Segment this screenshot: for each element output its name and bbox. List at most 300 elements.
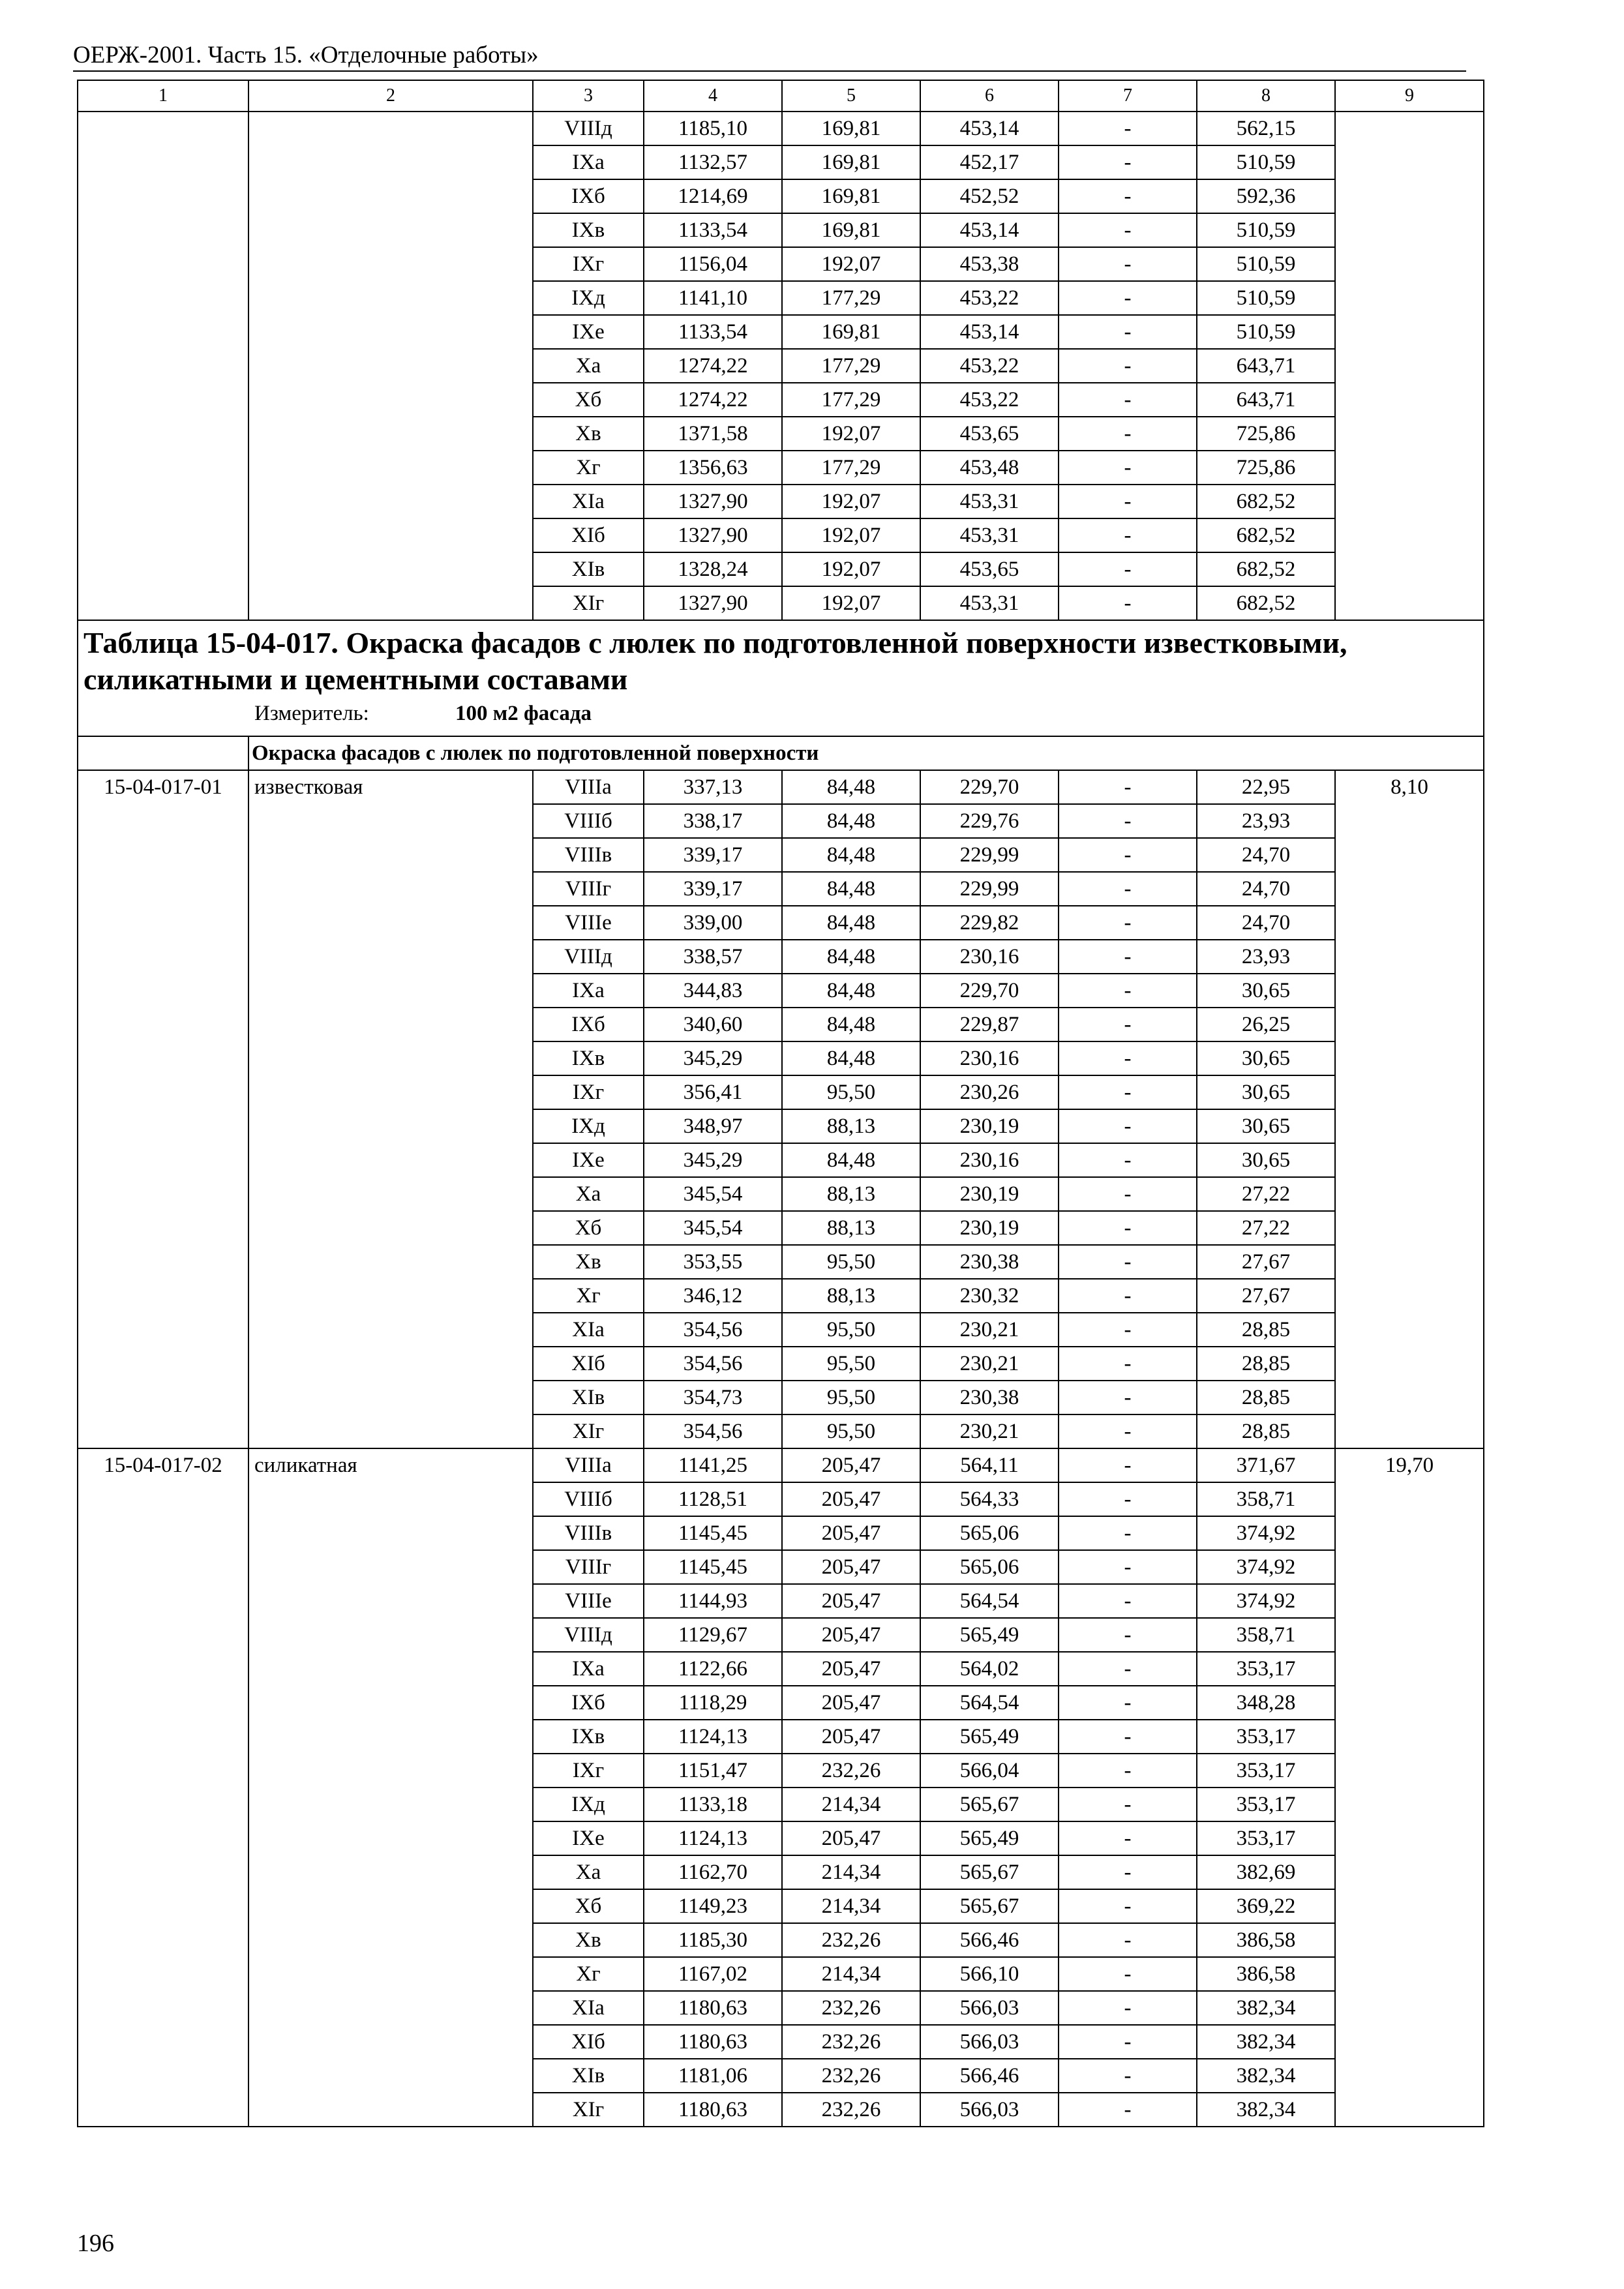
rate-code-cell: IXe: [533, 1143, 644, 1177]
value-col4-cell: 1128,51: [644, 1482, 782, 1516]
rate-code-cell: Xв: [533, 417, 644, 451]
value-col5-cell: 169,81: [782, 145, 920, 179]
value-col8-cell: 725,86: [1197, 417, 1335, 451]
value-col6-cell: 565,06: [920, 1550, 1059, 1584]
value-col6-cell: 565,67: [920, 1889, 1059, 1923]
rate-code-cell: XIa: [533, 1991, 644, 2025]
rate-code-cell: Xб: [533, 1211, 644, 1245]
rate-code-cell: VIIIa: [533, 1448, 644, 1482]
value-col5-cell: 205,47: [782, 1448, 920, 1482]
value-col6-cell: 229,99: [920, 838, 1059, 872]
value-col4-cell: 338,57: [644, 940, 782, 974]
value-col7-cell: -: [1059, 112, 1197, 145]
value-col4-cell: 1156,04: [644, 247, 782, 281]
value-col7-cell: -: [1059, 417, 1197, 451]
rates-table: [77, 80, 1484, 2127]
value-col4-cell: 1327,90: [644, 518, 782, 552]
value-col4-cell: 1141,10: [644, 281, 782, 315]
value-col5-cell: 214,34: [782, 1788, 920, 1821]
column-number-cell: 1: [78, 80, 248, 112]
table-row: [78, 1448, 1484, 1482]
value-col6-cell: 230,16: [920, 940, 1059, 974]
subheading-spacer: [78, 736, 248, 770]
value-col8-cell: 682,52: [1197, 586, 1335, 620]
rate-code-cell: XIв: [533, 552, 644, 586]
value-col4-cell: 1151,47: [644, 1754, 782, 1788]
value-col7-cell: -: [1059, 2025, 1197, 2059]
value-col7-cell: -: [1059, 1550, 1197, 1584]
rate-code-cell: Xб: [533, 383, 644, 417]
value-col6-cell: 453,14: [920, 315, 1059, 349]
value-col8-cell: 358,71: [1197, 1482, 1335, 1516]
value-col6-cell: 565,67: [920, 1855, 1059, 1889]
value-col5-cell: 232,26: [782, 1991, 920, 2025]
value-col6-cell: 566,04: [920, 1754, 1059, 1788]
value-col6-cell: 230,26: [920, 1075, 1059, 1109]
rate-code-cell: XIa: [533, 485, 644, 518]
value-col4-cell: 1122,66: [644, 1652, 782, 1686]
value-col7-cell: -: [1059, 1516, 1197, 1550]
value-col7-cell: -: [1059, 804, 1197, 838]
value-col7-cell: -: [1059, 1618, 1197, 1652]
value-col7-cell: -: [1059, 281, 1197, 315]
rate-code-cell: IXб: [533, 1008, 644, 1041]
value-col8-cell: 353,17: [1197, 1652, 1335, 1686]
value-col6-cell: 565,49: [920, 1618, 1059, 1652]
value-col6-cell: 453,14: [920, 213, 1059, 247]
value-col7-cell: -: [1059, 906, 1197, 940]
value-col8-cell: 23,93: [1197, 804, 1335, 838]
value-col8-cell: 28,85: [1197, 1381, 1335, 1414]
rate-code-cell: IXд: [533, 1788, 644, 1821]
rate-code-cell: VIIIa: [533, 770, 644, 804]
value-col6-cell: 229,82: [920, 906, 1059, 940]
value-col4-cell: 1129,67: [644, 1618, 782, 1652]
value-col4-cell: 338,17: [644, 804, 782, 838]
value-col7-cell: -: [1059, 872, 1197, 906]
value-col7-cell: -: [1059, 1889, 1197, 1923]
value-col4-cell: 1356,63: [644, 451, 782, 485]
value-col8-cell: 353,17: [1197, 1821, 1335, 1855]
value-col8-cell: 28,85: [1197, 1313, 1335, 1347]
value-col6-cell: 453,22: [920, 349, 1059, 383]
value-col8-cell: 510,59: [1197, 213, 1335, 247]
value-col5-cell: 84,48: [782, 872, 920, 906]
rate-code-cell: VIIIв: [533, 1516, 644, 1550]
value-col6-cell: 230,38: [920, 1245, 1059, 1279]
value-col6-cell: 566,03: [920, 2025, 1059, 2059]
value-col7-cell: -: [1059, 1279, 1197, 1313]
value-col7-cell: -: [1059, 2059, 1197, 2093]
value-col6-cell: 229,99: [920, 872, 1059, 906]
value-col8-cell: 682,52: [1197, 518, 1335, 552]
rate-code-cell: VIIIг: [533, 872, 644, 906]
value-col4-cell: 1132,57: [644, 145, 782, 179]
rate-code-cell: XIб: [533, 1347, 644, 1381]
value-col6-cell: 230,21: [920, 1414, 1059, 1448]
value-col4-cell: 339,17: [644, 872, 782, 906]
value-col8-cell: 28,85: [1197, 1347, 1335, 1381]
value-col6-cell: 230,16: [920, 1143, 1059, 1177]
column-number-cell: 4: [644, 80, 782, 112]
value-col5-cell: 214,34: [782, 1855, 920, 1889]
rate-code-cell: IXб: [533, 1686, 644, 1720]
value-col5-cell: 84,48: [782, 1008, 920, 1041]
value-col6-cell: 229,70: [920, 974, 1059, 1008]
value-col7-cell: -: [1059, 2093, 1197, 2127]
value-col7-cell: -: [1059, 940, 1197, 974]
rate-code-cell: Xa: [533, 349, 644, 383]
name-cell: известковая: [248, 770, 533, 1448]
rate-code-cell: IXв: [533, 1041, 644, 1075]
value-col4-cell: 354,56: [644, 1347, 782, 1381]
column-number-cell: 2: [248, 80, 533, 112]
column-number-cell: 9: [1335, 80, 1484, 112]
value-col5-cell: 88,13: [782, 1177, 920, 1211]
code-cell: [78, 112, 248, 620]
value-col4-cell: 1274,22: [644, 383, 782, 417]
value-col7-cell: -: [1059, 1177, 1197, 1211]
value-col4-cell: 1371,58: [644, 417, 782, 451]
table-title-cell: [78, 620, 1484, 736]
value-col6-cell: 566,46: [920, 1923, 1059, 1957]
rate-code-cell: IXe: [533, 315, 644, 349]
value-col4-cell: 354,73: [644, 1381, 782, 1414]
value-col7-cell: -: [1059, 451, 1197, 485]
value-col6-cell: 453,65: [920, 417, 1059, 451]
value-col6-cell: 453,31: [920, 485, 1059, 518]
value-col5-cell: 88,13: [782, 1109, 920, 1143]
value-col8-cell: 682,52: [1197, 485, 1335, 518]
rate-code-cell: XIб: [533, 2025, 644, 2059]
rate-code-cell: IXг: [533, 247, 644, 281]
value-col8-cell: 24,70: [1197, 838, 1335, 872]
value-col6-cell: 453,38: [920, 247, 1059, 281]
value-col5-cell: 205,47: [782, 1550, 920, 1584]
value-col8-cell: 348,28: [1197, 1686, 1335, 1720]
value-col4-cell: 356,41: [644, 1075, 782, 1109]
value-col8-cell: 386,58: [1197, 1923, 1335, 1957]
value-col4-cell: 345,54: [644, 1211, 782, 1245]
rate-code-cell: Xг: [533, 1957, 644, 1991]
value-col4-cell: 345,29: [644, 1143, 782, 1177]
value-col8-cell: 382,34: [1197, 2059, 1335, 2093]
value-col6-cell: 453,14: [920, 112, 1059, 145]
value-col4-cell: 1180,63: [644, 2025, 782, 2059]
value-col4-cell: 354,56: [644, 1313, 782, 1347]
value-col8-cell: 30,65: [1197, 1109, 1335, 1143]
value-col6-cell: 564,54: [920, 1686, 1059, 1720]
value-col7-cell: -: [1059, 485, 1197, 518]
value-col6-cell: 566,46: [920, 2059, 1059, 2093]
rate-code-cell: IXв: [533, 1720, 644, 1754]
col9-cell: 8,10: [1335, 770, 1484, 1448]
value-col8-cell: 353,17: [1197, 1720, 1335, 1754]
value-col6-cell: 566,03: [920, 2093, 1059, 2127]
value-col4-cell: 1328,24: [644, 552, 782, 586]
value-col5-cell: 192,07: [782, 518, 920, 552]
value-col5-cell: 205,47: [782, 1720, 920, 1754]
value-col6-cell: 229,87: [920, 1008, 1059, 1041]
value-col5-cell: 192,07: [782, 552, 920, 586]
value-col8-cell: 682,52: [1197, 552, 1335, 586]
value-col4-cell: 1185,30: [644, 1923, 782, 1957]
rates-table-body: [78, 80, 1484, 2127]
value-col7-cell: -: [1059, 1788, 1197, 1821]
value-col6-cell: 566,10: [920, 1957, 1059, 1991]
value-col8-cell: 27,22: [1197, 1211, 1335, 1245]
value-col7-cell: -: [1059, 974, 1197, 1008]
value-col8-cell: 30,65: [1197, 1075, 1335, 1109]
column-number-cell: 8: [1197, 80, 1335, 112]
value-col4-cell: 353,55: [644, 1245, 782, 1279]
value-col7-cell: -: [1059, 1821, 1197, 1855]
value-col6-cell: 565,06: [920, 1516, 1059, 1550]
value-col7-cell: -: [1059, 770, 1197, 804]
value-col8-cell: 27,22: [1197, 1177, 1335, 1211]
value-col8-cell: 24,70: [1197, 872, 1335, 906]
value-col8-cell: 643,71: [1197, 349, 1335, 383]
value-col6-cell: 229,70: [920, 770, 1059, 804]
value-col4-cell: 1327,90: [644, 586, 782, 620]
value-col7-cell: -: [1059, 383, 1197, 417]
rate-code-cell: IXд: [533, 281, 644, 315]
rate-code-cell: IXa: [533, 1652, 644, 1686]
value-col7-cell: -: [1059, 518, 1197, 552]
subheading-row: [78, 736, 1484, 770]
value-col5-cell: 205,47: [782, 1618, 920, 1652]
rate-code-cell: VIIIe: [533, 1584, 644, 1618]
value-col5-cell: 232,26: [782, 1754, 920, 1788]
rate-code-cell: Xв: [533, 1245, 644, 1279]
value-col4-cell: 1214,69: [644, 179, 782, 213]
rate-code-cell: IXa: [533, 974, 644, 1008]
column-number-cell: 5: [782, 80, 920, 112]
col9-cell: [1335, 112, 1484, 620]
value-col7-cell: -: [1059, 1855, 1197, 1889]
value-col5-cell: 84,48: [782, 1041, 920, 1075]
value-col5-cell: 84,48: [782, 906, 920, 940]
measure-line: [83, 698, 1478, 729]
value-col7-cell: -: [1059, 1381, 1197, 1414]
value-col5-cell: 84,48: [782, 838, 920, 872]
value-col5-cell: 192,07: [782, 485, 920, 518]
measure-value: 100 м2 фасада: [455, 702, 592, 725]
rate-code-cell: IXe: [533, 1821, 644, 1855]
value-col6-cell: 566,03: [920, 1991, 1059, 2025]
rate-code-cell: XIб: [533, 518, 644, 552]
table-row: [78, 770, 1484, 804]
value-col4-cell: 344,83: [644, 974, 782, 1008]
value-col7-cell: -: [1059, 1482, 1197, 1516]
value-col4-cell: 1133,18: [644, 1788, 782, 1821]
subheading-cell: Окраска фасадов с люлек по подготовленной поверхности: [248, 736, 1484, 770]
value-col7-cell: -: [1059, 552, 1197, 586]
value-col8-cell: 386,58: [1197, 1957, 1335, 1991]
value-col5-cell: 177,29: [782, 349, 920, 383]
value-col6-cell: 564,02: [920, 1652, 1059, 1686]
name-cell: [248, 112, 533, 620]
value-col8-cell: 23,93: [1197, 940, 1335, 974]
value-col7-cell: -: [1059, 1109, 1197, 1143]
rate-code-cell: Xв: [533, 1923, 644, 1957]
value-col8-cell: 353,17: [1197, 1754, 1335, 1788]
rate-code-cell: Xa: [533, 1177, 644, 1211]
rate-code-cell: Xг: [533, 451, 644, 485]
column-number-row: [78, 80, 1484, 112]
page-number: 196: [77, 2230, 114, 2257]
rate-code-cell: Xa: [533, 1855, 644, 1889]
value-col8-cell: 510,59: [1197, 315, 1335, 349]
rate-code-cell: VIIIв: [533, 838, 644, 872]
rate-code-cell: XIв: [533, 2059, 644, 2093]
value-col5-cell: 192,07: [782, 586, 920, 620]
value-col8-cell: 24,70: [1197, 906, 1335, 940]
value-col5-cell: 95,50: [782, 1414, 920, 1448]
value-col7-cell: -: [1059, 1414, 1197, 1448]
value-col6-cell: 230,16: [920, 1041, 1059, 1075]
value-col8-cell: 30,65: [1197, 1041, 1335, 1075]
value-col5-cell: 205,47: [782, 1584, 920, 1618]
value-col6-cell: 564,33: [920, 1482, 1059, 1516]
value-col8-cell: 382,69: [1197, 1855, 1335, 1889]
rate-code-cell: VIIIд: [533, 940, 644, 974]
value-col4-cell: 337,13: [644, 770, 782, 804]
value-col4-cell: 1145,45: [644, 1516, 782, 1550]
rate-code-cell: Xб: [533, 1889, 644, 1923]
table-title: Таблица 15-04-017. Окраска фасадов с люлек по подготовленной поверхности известковыми, силикатными и цементными составами: [83, 626, 1347, 696]
value-col8-cell: 725,86: [1197, 451, 1335, 485]
rate-code-cell: XIг: [533, 1414, 644, 1448]
rate-code-cell: IXг: [533, 1754, 644, 1788]
value-col6-cell: 453,65: [920, 552, 1059, 586]
value-col4-cell: 1133,54: [644, 315, 782, 349]
rate-code-cell: IXд: [533, 1109, 644, 1143]
value-col8-cell: 30,65: [1197, 1143, 1335, 1177]
value-col4-cell: 1145,45: [644, 1550, 782, 1584]
value-col8-cell: 643,71: [1197, 383, 1335, 417]
value-col4-cell: 1167,02: [644, 1957, 782, 1991]
value-col6-cell: 565,49: [920, 1821, 1059, 1855]
value-col4-cell: 346,12: [644, 1279, 782, 1313]
rate-code-cell: VIIIб: [533, 804, 644, 838]
rate-code-cell: IXб: [533, 179, 644, 213]
value-col6-cell: 565,67: [920, 1788, 1059, 1821]
value-col7-cell: -: [1059, 1720, 1197, 1754]
value-col8-cell: 26,25: [1197, 1008, 1335, 1041]
value-col7-cell: -: [1059, 586, 1197, 620]
value-col7-cell: -: [1059, 1957, 1197, 1991]
value-col8-cell: 382,34: [1197, 1991, 1335, 2025]
table-title-row: [78, 620, 1484, 736]
value-col7-cell: -: [1059, 1923, 1197, 1957]
value-col8-cell: 510,59: [1197, 247, 1335, 281]
value-col8-cell: 382,34: [1197, 2025, 1335, 2059]
value-col8-cell: 369,22: [1197, 1889, 1335, 1923]
value-col5-cell: 232,26: [782, 2059, 920, 2093]
value-col6-cell: 453,22: [920, 281, 1059, 315]
value-col6-cell: 452,52: [920, 179, 1059, 213]
value-col8-cell: 358,71: [1197, 1618, 1335, 1652]
measure-label: Измеритель:: [254, 702, 369, 725]
rate-code-cell: IXв: [533, 213, 644, 247]
value-col6-cell: 230,19: [920, 1109, 1059, 1143]
value-col8-cell: 371,67: [1197, 1448, 1335, 1482]
rate-code-cell: VIIIг: [533, 1550, 644, 1584]
value-col7-cell: -: [1059, 1652, 1197, 1686]
value-col7-cell: -: [1059, 1448, 1197, 1482]
value-col6-cell: 453,31: [920, 586, 1059, 620]
value-col8-cell: 30,65: [1197, 974, 1335, 1008]
value-col8-cell: 27,67: [1197, 1245, 1335, 1279]
value-col4-cell: 1180,63: [644, 2093, 782, 2127]
rate-code-cell: XIг: [533, 2093, 644, 2127]
value-col5-cell: 232,26: [782, 2093, 920, 2127]
value-col5-cell: 232,26: [782, 1923, 920, 1957]
value-col6-cell: 565,49: [920, 1720, 1059, 1754]
rate-code-cell: IXг: [533, 1075, 644, 1109]
running-header: ОЕРЖ-2001. Часть 15. «Отделочные работы»: [73, 42, 539, 68]
value-col4-cell: 1124,13: [644, 1720, 782, 1754]
value-col4-cell: 1327,90: [644, 485, 782, 518]
value-col5-cell: 95,50: [782, 1075, 920, 1109]
value-col4-cell: 345,54: [644, 1177, 782, 1211]
value-col6-cell: 453,48: [920, 451, 1059, 485]
rate-code-cell: VIIIд: [533, 1618, 644, 1652]
value-col5-cell: 205,47: [782, 1516, 920, 1550]
code-cell: 15-04-017-01: [78, 770, 248, 1448]
value-col6-cell: 453,31: [920, 518, 1059, 552]
column-number-cell: 7: [1059, 80, 1197, 112]
value-col5-cell: 84,48: [782, 940, 920, 974]
value-col5-cell: 169,81: [782, 112, 920, 145]
value-col5-cell: 205,47: [782, 1821, 920, 1855]
value-col5-cell: 95,50: [782, 1313, 920, 1347]
value-col8-cell: 353,17: [1197, 1788, 1335, 1821]
value-col5-cell: 169,81: [782, 315, 920, 349]
value-col5-cell: 84,48: [782, 804, 920, 838]
value-col4-cell: 1181,06: [644, 2059, 782, 2093]
value-col4-cell: 354,56: [644, 1414, 782, 1448]
value-col7-cell: -: [1059, 1008, 1197, 1041]
value-col5-cell: 177,29: [782, 451, 920, 485]
value-col8-cell: 510,59: [1197, 281, 1335, 315]
value-col5-cell: 177,29: [782, 281, 920, 315]
value-col7-cell: -: [1059, 1347, 1197, 1381]
value-col8-cell: 28,85: [1197, 1414, 1335, 1448]
value-col7-cell: -: [1059, 838, 1197, 872]
value-col6-cell: 564,11: [920, 1448, 1059, 1482]
column-number-cell: 3: [533, 80, 644, 112]
code-cell: 15-04-017-02: [78, 1448, 248, 2127]
value-col4-cell: 348,97: [644, 1109, 782, 1143]
value-col5-cell: 214,34: [782, 1889, 920, 1923]
value-col7-cell: -: [1059, 1754, 1197, 1788]
value-col5-cell: 192,07: [782, 247, 920, 281]
value-col6-cell: 230,21: [920, 1313, 1059, 1347]
value-col5-cell: 84,48: [782, 770, 920, 804]
value-col4-cell: 1180,63: [644, 1991, 782, 2025]
rate-code-cell: VIIIб: [533, 1482, 644, 1516]
value-col7-cell: -: [1059, 213, 1197, 247]
value-col4-cell: 1118,29: [644, 1686, 782, 1720]
value-col4-cell: 1149,23: [644, 1889, 782, 1923]
value-col5-cell: 214,34: [782, 1957, 920, 1991]
value-col8-cell: 374,92: [1197, 1516, 1335, 1550]
value-col7-cell: -: [1059, 1075, 1197, 1109]
value-col5-cell: 177,29: [782, 383, 920, 417]
value-col8-cell: 382,34: [1197, 2093, 1335, 2127]
